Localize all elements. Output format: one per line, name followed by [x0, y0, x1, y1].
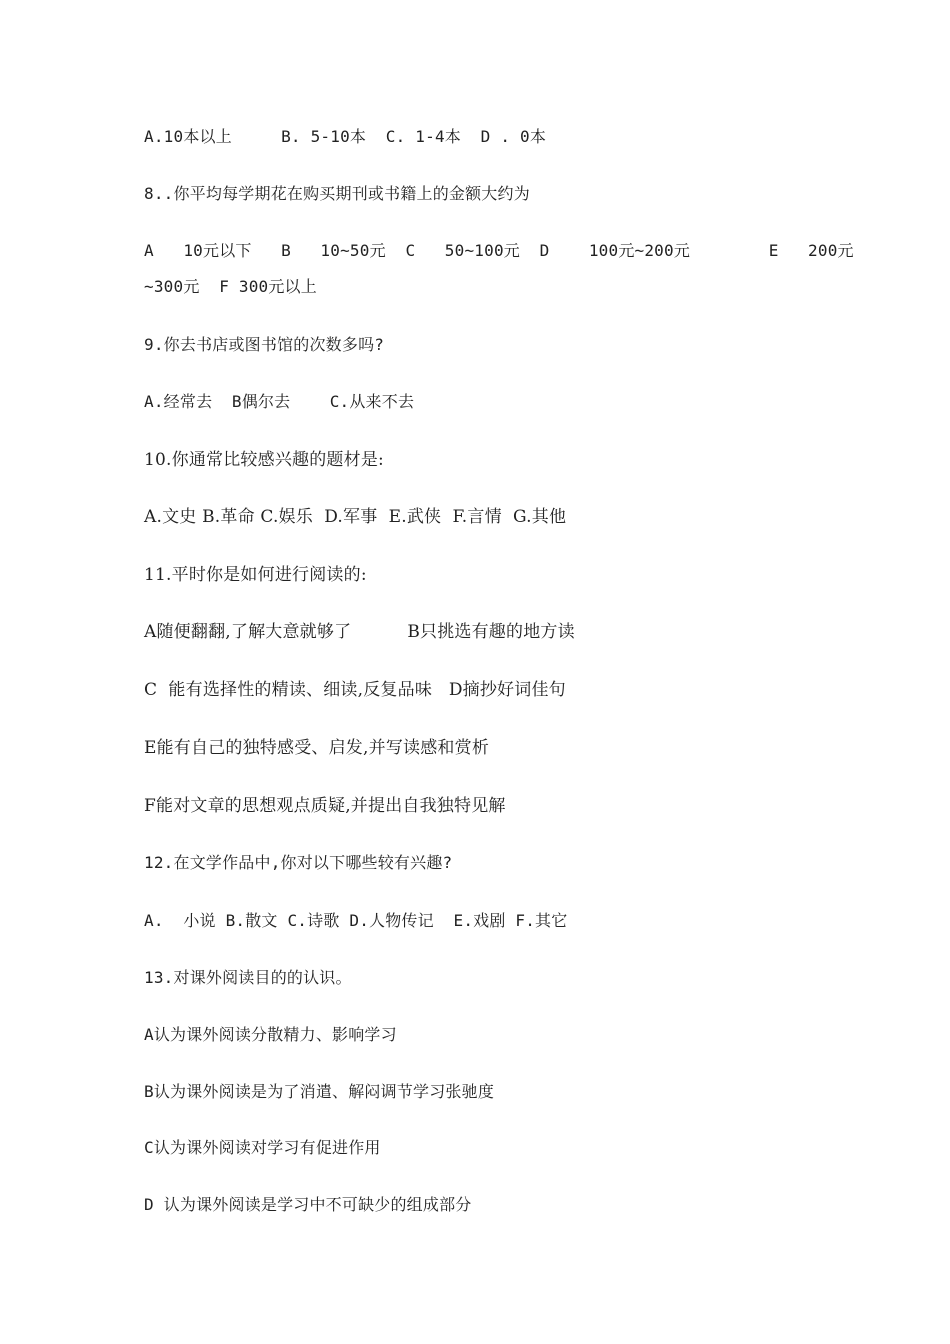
q11-question: 11.平时你是如何进行阅读的: [144, 565, 367, 585]
q12-options: A. 小说 B.散文 C.诗歌 D.人物传记 E.戏剧 F.其它 [144, 911, 568, 930]
q11-options-ab: A随便翻翻,了解大意就够了 B只挑选有趣的地方读 [144, 622, 575, 642]
q7-options: A.10本以上 B. 5-10本 C. 1-4本 D . 0本 [144, 127, 547, 146]
q11-option-e: E能有自己的独特感受、启发,并写读感和赏析 [144, 738, 490, 758]
q8-options-line2: ~300元 F 300元以上 [144, 277, 317, 296]
q10-question: 10.你通常比较感兴趣的题材是: [144, 450, 384, 470]
q11-options-cd: C 能有选择性的精读、细读,反复品味 D摘抄好词佳句 [144, 680, 566, 700]
q8-question: 8..你平均每学期花在购买期刊或书籍上的金额大约为 [144, 184, 530, 203]
q9-options: A.经常去 B偶尔去 C.从来不去 [144, 392, 415, 411]
q8-options-line1: A 10元以下 B 10~50元 C 50~100元 D 100元~200元 E 200元 [144, 241, 854, 260]
q11-option-f: F能对文章的思想观点质疑,并提出自我独特见解 [144, 796, 506, 816]
q13-question: 13.对课外阅读目的的认识。 [144, 968, 352, 987]
q13-option-b: B认为课外阅读是为了消遣、解闷调节学习张驰度 [144, 1082, 495, 1101]
q13-option-c: C认为课外阅读对学习有促进作用 [144, 1138, 381, 1157]
q13-option-a: A认为课外阅读分散精力、影响学习 [144, 1025, 397, 1044]
q9-question: 9.你去书店或图书馆的次数多吗? [144, 335, 385, 354]
q12-question: 12.在文学作品中,你对以下哪些较有兴趣? [144, 853, 453, 872]
q10-options: A.文史 B.革命 C.娱乐 D.军事 E.武侠 F.言情 G.其他 [144, 507, 567, 527]
q13-option-d: D 认为课外阅读是学习中不可缺少的组成部分 [144, 1195, 472, 1214]
